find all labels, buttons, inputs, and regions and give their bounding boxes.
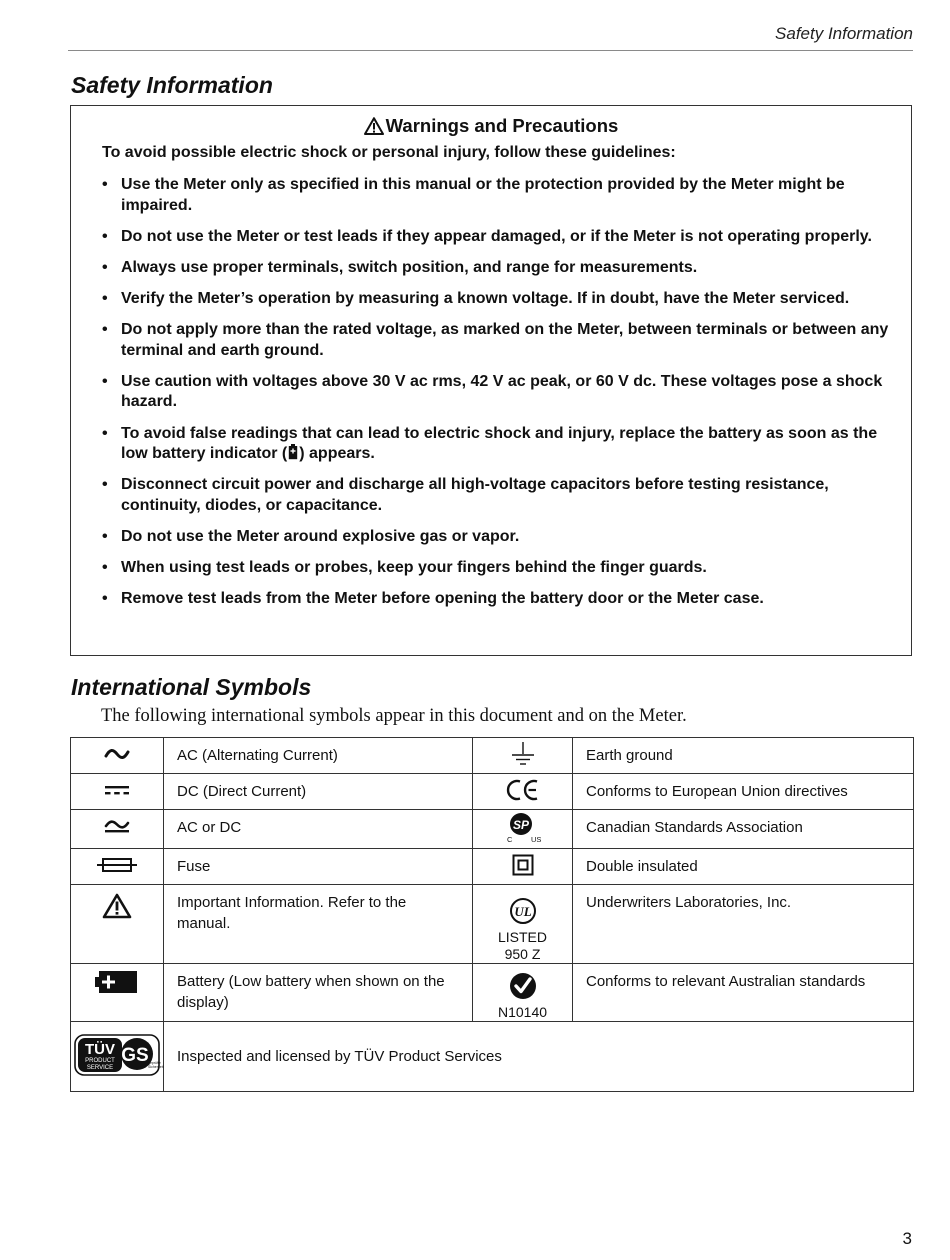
list-item-text-before: To avoid false readings that can lead to electric shock and injury, replace the battery as soon as the low battery indicator ( <box>121 424 878 463</box>
symbols-table <box>70 737 914 1092</box>
running-header <box>68 24 913 51</box>
symbol-description: Fuse <box>164 849 473 885</box>
ac-sine-icon <box>104 748 130 760</box>
symbol-description: Inspected and licensed by TÜV Product Services <box>164 1022 914 1092</box>
warnings-title-text: Warnings and Precautions <box>385 115 619 136</box>
table-row <box>71 810 914 849</box>
csa-logo-icon <box>501 810 545 844</box>
svg-text:TÜV: TÜV <box>85 1040 115 1058</box>
symbol-cell <box>71 964 164 1022</box>
symbol-cell <box>71 774 164 810</box>
list-item: • Disconnect circuit power and discharge all high-voltage capacitors before testing resistance, continuity, diodes, or capacitance. <box>102 475 891 516</box>
ac-or-dc-icon <box>104 820 130 834</box>
list-item: • Verify the Meter’s operation by measuring a known voltage. If in doubt, have the Meter serviced. <box>102 289 891 310</box>
table-row <box>71 849 914 885</box>
warning-triangle-icon <box>364 117 384 135</box>
table-row <box>71 1022 914 1092</box>
symbol-cell <box>71 810 164 849</box>
ul-listed-icon <box>509 897 537 925</box>
warnings-list <box>102 175 891 621</box>
earth-ground-icon <box>510 741 536 767</box>
list-item: • Use caution with voltages above 30 V ac rms, 42 V ac peak, or 60 V dc. These voltages pose a shock hazard. <box>102 372 891 413</box>
running-header-title: Safety Information <box>775 24 913 43</box>
warning-triangle-icon <box>102 893 132 919</box>
list-item: • Use the Meter only as specified in this manual or the protection provided by the Meter might be impaired. <box>102 175 891 216</box>
svg-text:SERVICE: SERVICE <box>86 1064 114 1071</box>
table-row <box>71 738 914 774</box>
list-item: • Do not apply more than the rated voltage, as marked on the Meter, between terminals or between any terminal and earth ground. <box>102 320 891 361</box>
symbol-cell <box>71 738 164 774</box>
symbol-description: Double insulated <box>573 849 914 885</box>
symbol-cell <box>473 738 573 774</box>
list-item: • Always use proper terminals, switch position, and range for measurements. <box>102 258 891 279</box>
symbol-cell <box>473 810 573 849</box>
list-item <box>102 424 891 465</box>
csa-us-text: US <box>530 835 541 844</box>
battery-icon <box>95 970 139 994</box>
ul-number-text: 950 Z <box>504 946 541 962</box>
symbols-heading: International Symbols <box>71 674 312 700</box>
c-tick-number-text: N10140 <box>497 1004 548 1020</box>
low-battery-icon <box>288 444 298 460</box>
ce-mark-icon <box>506 778 540 802</box>
symbol-description: Important Information. Refer to the manual. <box>164 885 473 964</box>
symbol-cell <box>473 885 573 964</box>
dc-icon <box>104 784 130 796</box>
symbol-description: Conforms to relevant Australian standards <box>573 964 914 1022</box>
symbol-description: Canadian Standards Association <box>573 810 914 849</box>
c-tick-icon <box>509 972 537 1000</box>
symbol-cell <box>473 964 573 1022</box>
tuv-gs-logo-icon <box>74 1034 164 1076</box>
list-item: • Do not use the Meter or test leads if they appear damaged, or if the Meter is not operating properly. <box>102 227 891 248</box>
symbol-description: AC or DC <box>164 810 473 849</box>
svg-text:PRODUCT: PRODUCT <box>85 1057 115 1064</box>
list-item: • Do not use the Meter around explosive gas or vapor. <box>102 527 891 548</box>
table-row <box>71 774 914 810</box>
symbol-cell <box>473 774 573 810</box>
warnings-box <box>70 105 912 656</box>
svg-text:Sicherheit: Sicherheit <box>148 1064 164 1069</box>
double-insulated-icon <box>512 854 534 876</box>
symbol-description: AC (Alternating Current) <box>164 738 473 774</box>
page-number: 3 <box>902 1229 912 1248</box>
table-row <box>71 964 914 1022</box>
svg-text:SP: SP <box>512 818 529 832</box>
ul-text: UL <box>513 904 532 919</box>
symbol-cell <box>473 849 573 885</box>
warnings-title <box>71 115 911 137</box>
list-item: • When using test leads or probes, keep your fingers behind the finger guards. <box>102 558 891 579</box>
svg-text:GS: GS <box>121 1044 149 1066</box>
safety-heading: Safety Information <box>71 72 273 98</box>
symbol-description: Battery (Low battery when shown on the display) <box>164 964 473 1022</box>
symbol-description: Earth ground <box>573 738 914 774</box>
list-item: • Remove test leads from the Meter before opening the battery door or the Meter case. <box>102 589 891 610</box>
list-item-text-after: ) appears. <box>299 445 375 463</box>
symbols-intro: The following international symbols appear in this document and on the Meter. <box>101 706 687 726</box>
symbol-cell <box>71 885 164 964</box>
symbol-description: Underwriters Laboratories, Inc. <box>573 885 914 964</box>
symbol-cell <box>71 1022 164 1092</box>
csa-c-text: C <box>506 835 512 844</box>
symbol-description: DC (Direct Current) <box>164 774 473 810</box>
table-row <box>71 885 914 964</box>
symbol-description: Conforms to European Union directives <box>573 774 914 810</box>
symbol-cell <box>71 849 164 885</box>
warnings-intro: To avoid possible electric shock or personal injury, follow these guidelines: <box>102 144 676 161</box>
fuse-icon <box>97 857 137 873</box>
ul-listed-text: LISTED <box>497 929 547 945</box>
svg-text:geprüfte: geprüfte <box>148 1060 161 1065</box>
